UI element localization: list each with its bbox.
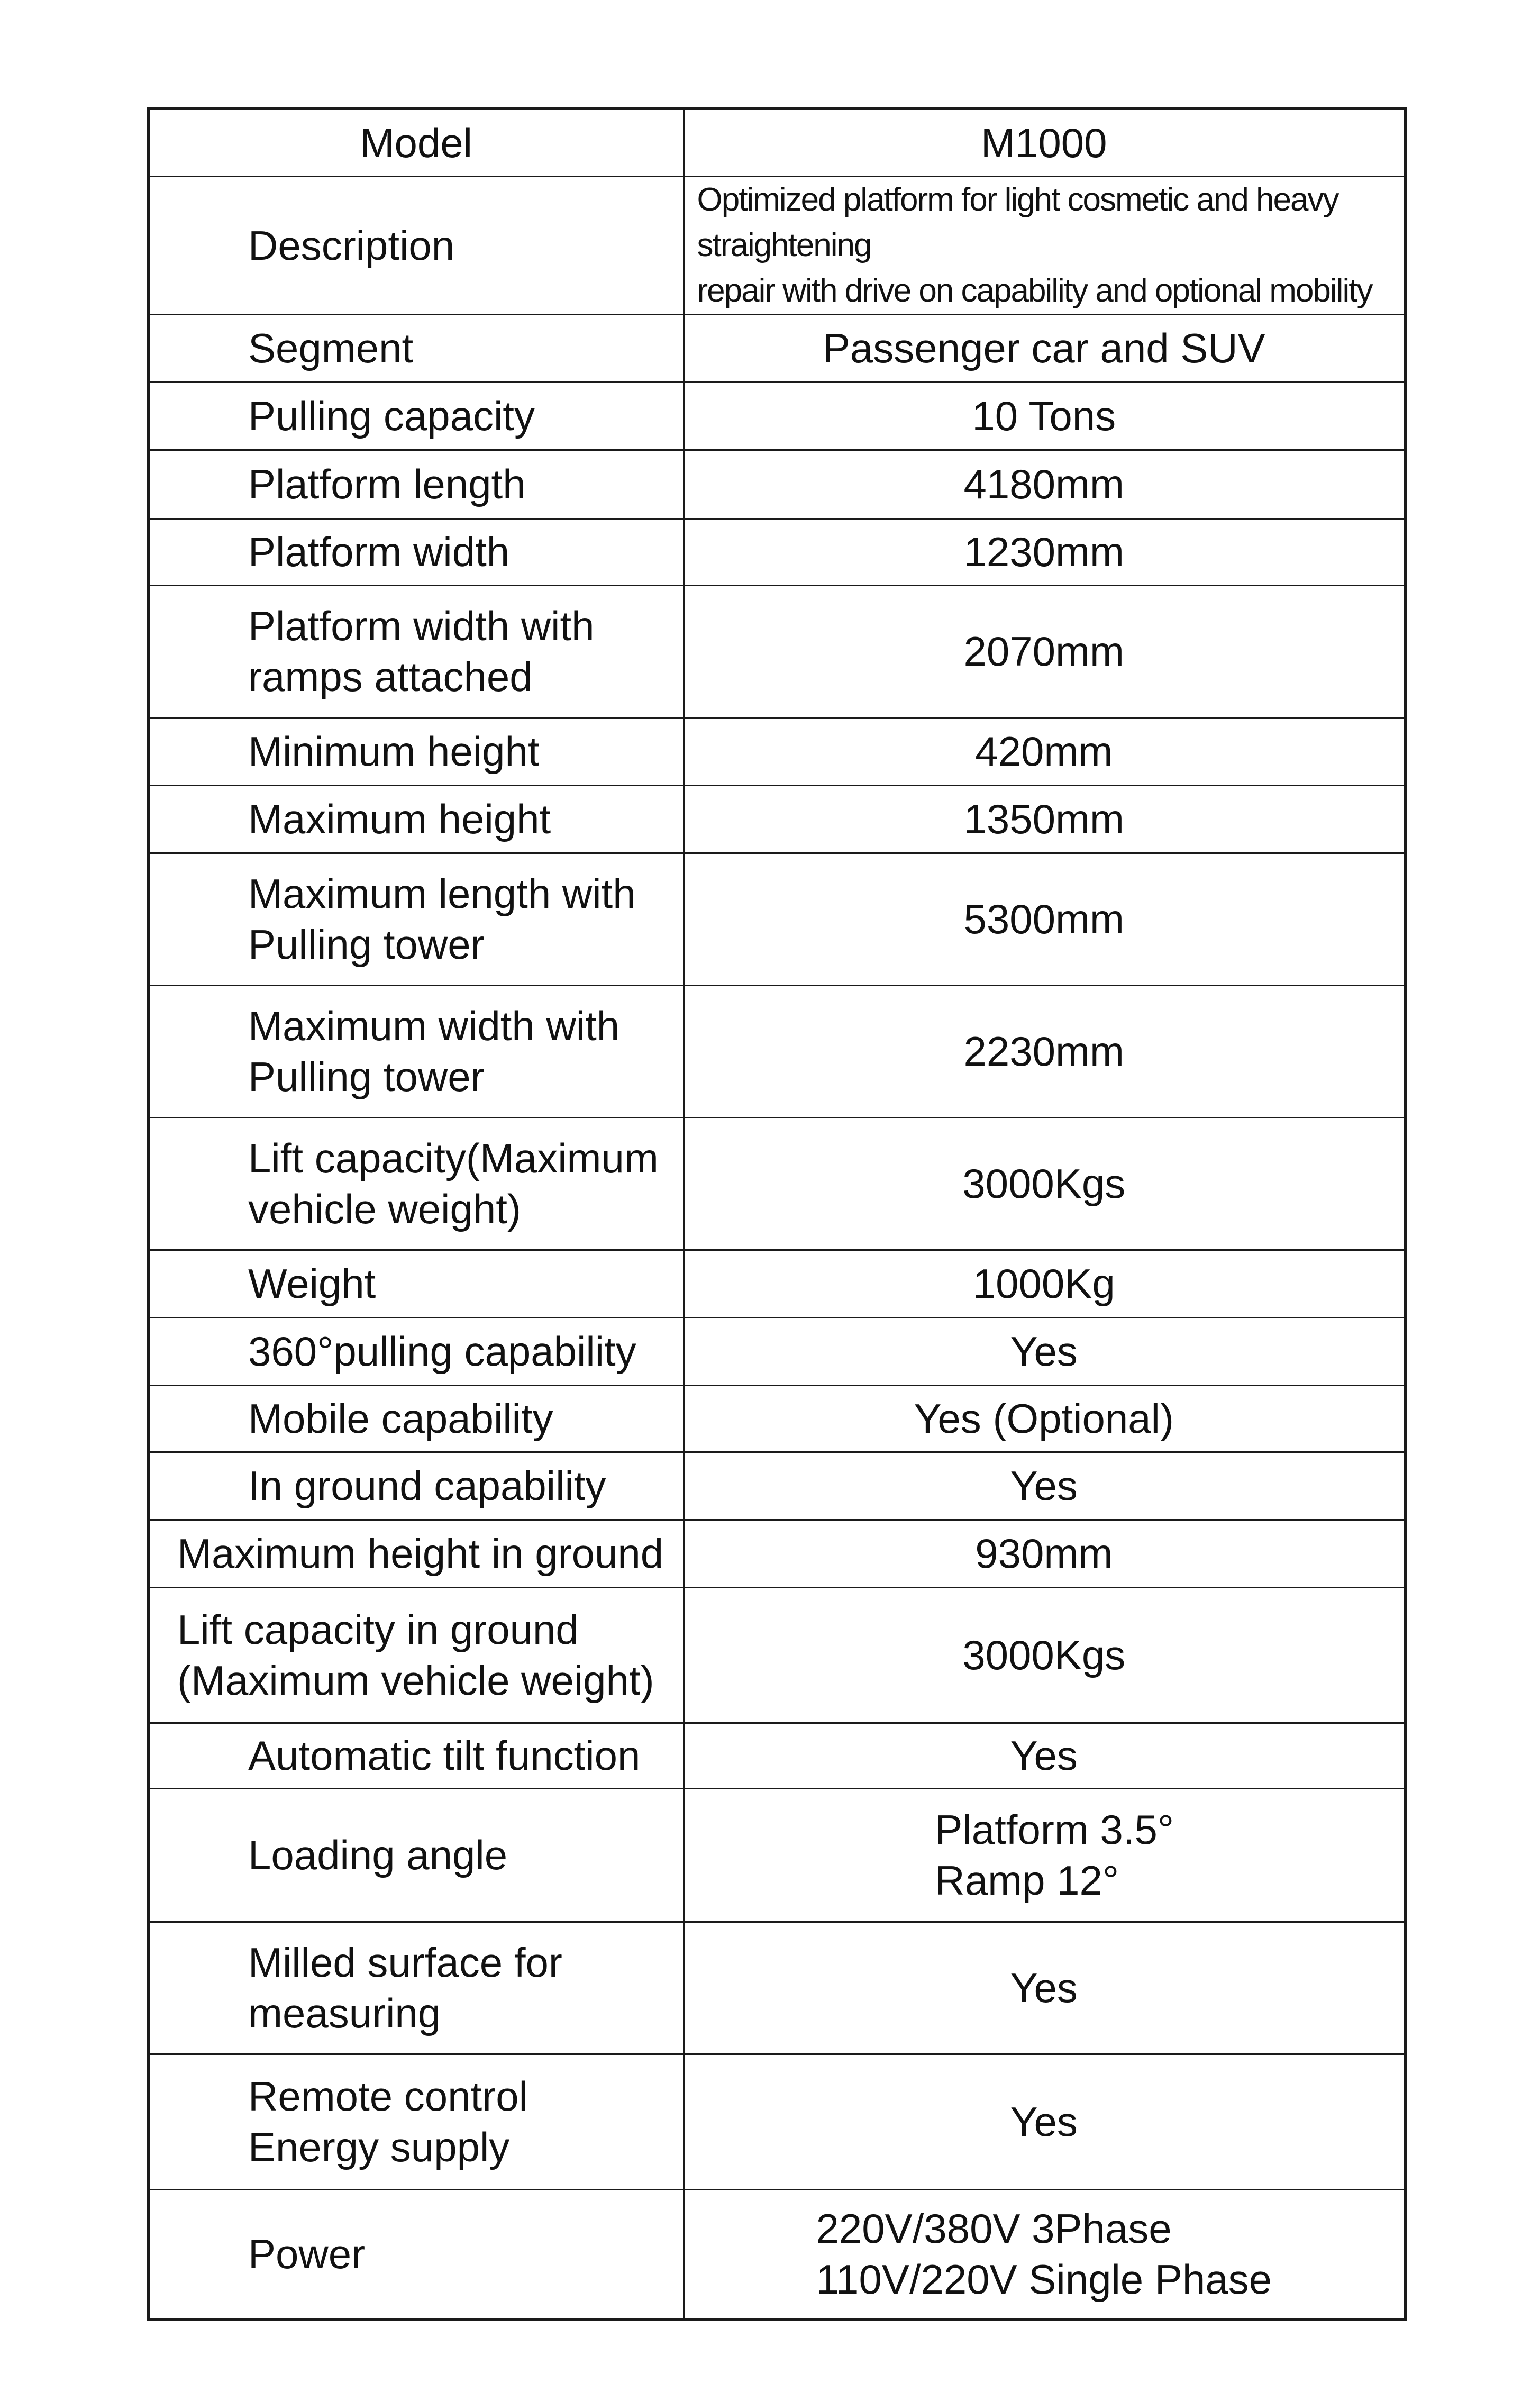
- row-label: Automatic tilt function: [148, 1723, 684, 1788]
- row-value: Passenger car and SUV: [684, 314, 1405, 382]
- table-row: [148, 1788, 1405, 1922]
- row-value: Optimized platform for light cosmetic and heavy straightening repair with drive on capability and optional mobility: [684, 176, 1405, 314]
- table-row: [148, 1117, 1405, 1250]
- table-row: [148, 176, 1405, 314]
- row-value: 1000Kg: [684, 1250, 1405, 1317]
- table-row: [148, 2189, 1405, 2320]
- row-value: Yes: [684, 1317, 1405, 1385]
- row-label: Weight: [148, 1250, 684, 1317]
- row-label: Description: [148, 176, 684, 314]
- row-label: Segment: [148, 314, 684, 382]
- table-row: [148, 853, 1405, 985]
- header-value: M1000: [684, 108, 1405, 176]
- row-value: 3000Kgs: [684, 1587, 1405, 1723]
- row-value: Platform 3.5° Ramp 12°: [684, 1788, 1405, 1922]
- table-header-row: [148, 108, 1405, 176]
- row-value: 420mm: [684, 717, 1405, 785]
- row-value: 220V/380V 3Phase 110V/220V Single Phase: [684, 2189, 1405, 2320]
- row-label: Lift capacity in ground (Maximum vehicle weight): [148, 1587, 684, 1723]
- spec-table: [147, 107, 1407, 2321]
- table-row: [148, 1385, 1405, 1452]
- row-label: 360°pulling capability: [148, 1317, 684, 1385]
- table-row: [148, 1317, 1405, 1385]
- table-row: [148, 785, 1405, 853]
- table-row: [148, 314, 1405, 382]
- table-row: [148, 717, 1405, 785]
- table-row: [148, 985, 1405, 1117]
- table-row: [148, 585, 1405, 717]
- row-value: 1350mm: [684, 785, 1405, 853]
- header-label: Model: [148, 108, 684, 176]
- row-value: Yes (Optional): [684, 1385, 1405, 1452]
- row-value: 2070mm: [684, 585, 1405, 717]
- row-label: Minimum height: [148, 717, 684, 785]
- row-value: 1230mm: [684, 519, 1405, 585]
- table-row: [148, 1520, 1405, 1587]
- row-label: Milled surface for measuring: [148, 1922, 684, 2054]
- row-label: In ground capability: [148, 1452, 684, 1520]
- row-label: Loading angle: [148, 1788, 684, 1922]
- row-label: Maximum height: [148, 785, 684, 853]
- table-row: [148, 450, 1405, 519]
- table-row: [148, 1723, 1405, 1788]
- row-label: Maximum height in ground: [148, 1520, 684, 1587]
- row-value: 4180mm: [684, 450, 1405, 519]
- row-label: Lift capacity(Maximum vehicle weight): [148, 1117, 684, 1250]
- row-label: Platform length: [148, 450, 684, 519]
- row-value: 3000Kgs: [684, 1117, 1405, 1250]
- table-row: [148, 1922, 1405, 2054]
- row-label: Platform width: [148, 519, 684, 585]
- row-label: Mobile capability: [148, 1385, 684, 1452]
- row-value: Yes: [684, 1452, 1405, 1520]
- row-label: Pulling capacity: [148, 382, 684, 450]
- row-value: 10 Tons: [684, 382, 1405, 450]
- row-label: Maximum length with Pulling tower: [148, 853, 684, 985]
- table-row: [148, 1452, 1405, 1520]
- table-row: [148, 2054, 1405, 2189]
- row-value: 2230mm: [684, 985, 1405, 1117]
- table-row: [148, 1250, 1405, 1317]
- row-value: 5300mm: [684, 853, 1405, 985]
- row-value: Yes: [684, 1922, 1405, 2054]
- row-label: Power: [148, 2189, 684, 2320]
- row-value: Yes: [684, 1723, 1405, 1788]
- row-label: Platform width with ramps attached: [148, 585, 684, 717]
- table-row: [148, 382, 1405, 450]
- table-row: [148, 519, 1405, 585]
- table-row: [148, 1587, 1405, 1723]
- row-value: 930mm: [684, 1520, 1405, 1587]
- row-label: Maximum width with Pulling tower: [148, 985, 684, 1117]
- row-value: Yes: [684, 2054, 1405, 2189]
- row-label: Remote control Energy supply: [148, 2054, 684, 2189]
